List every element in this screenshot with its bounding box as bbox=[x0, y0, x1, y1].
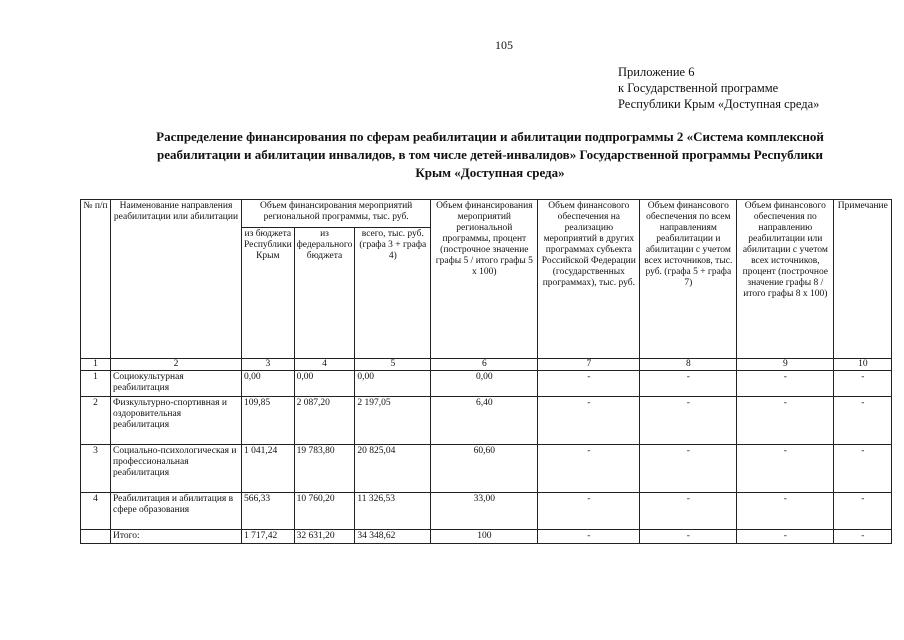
row-rk: 0,00 bbox=[242, 371, 295, 397]
row-name: Социокультурная реабилитация bbox=[111, 371, 242, 397]
row-rk: 566,33 bbox=[242, 493, 295, 530]
total-fed: 32 631,20 bbox=[294, 530, 355, 544]
row-col7: - bbox=[538, 445, 640, 493]
row-total: 20 825,04 bbox=[355, 445, 431, 493]
header-funding-group: Объем финансирования мероприятий региональной программы, тыс. руб. bbox=[242, 200, 431, 228]
row-rk: 1 041,24 bbox=[242, 445, 295, 493]
title-line-2: реабилитации и абилитации инвалидов, в том числе детей-инвалидов» Государственной программы Республики bbox=[156, 147, 824, 162]
title-line-1: Распределение финансирования по сферам реабилитации и абилитации подпрограммы 2 «Система комплексной bbox=[156, 129, 824, 144]
header-total: всего, тыс. руб. (графа 3 + графа 4) bbox=[355, 228, 431, 359]
header-note: Примечание bbox=[834, 200, 892, 359]
row-col9: - bbox=[737, 493, 834, 530]
row-col10: - bbox=[834, 493, 892, 530]
column-number: 1 bbox=[81, 359, 111, 371]
row-num: 1 bbox=[81, 371, 111, 397]
appendix-line-2: к Государственной программе bbox=[618, 81, 779, 95]
appendix-line-3: Республики Крым «Доступная среда» bbox=[618, 97, 820, 111]
row-fed: 2 087,20 bbox=[294, 397, 355, 445]
row-fed: 0,00 bbox=[294, 371, 355, 397]
total-col10: - bbox=[834, 530, 892, 544]
column-number: 4 bbox=[294, 359, 355, 371]
row-col8: - bbox=[640, 397, 737, 445]
row-percent: 33,00 bbox=[431, 493, 538, 530]
total-num bbox=[81, 530, 111, 544]
table-row bbox=[81, 371, 892, 397]
header-name: Наименование направления реабилитации или абилитации bbox=[111, 200, 242, 359]
row-total: 0,00 bbox=[355, 371, 431, 397]
column-number: 10 bbox=[834, 359, 892, 371]
header-all-sources-percent: Объем финансового обеспечения по направлению реабилитации или абилитации с учетом всех источников, процент (построчное значение графы 8 / итого графы 8 х 100) bbox=[737, 200, 834, 359]
table-row bbox=[81, 493, 892, 530]
row-col8: - bbox=[640, 371, 737, 397]
row-col8: - bbox=[640, 493, 737, 530]
header-all-sources: Объем финансового обеспечения по всем направлениям реабилитации и абилитации с учетом всех источников, тыс. руб. (графа 5 + графа 7) bbox=[640, 200, 737, 359]
header-num: № п/п bbox=[81, 200, 111, 359]
funding-table bbox=[80, 199, 892, 544]
column-number: 9 bbox=[737, 359, 834, 371]
title-line-3: Крым «Доступная среда» bbox=[415, 165, 565, 180]
row-col8: - bbox=[640, 445, 737, 493]
row-col10: - bbox=[834, 397, 892, 445]
row-percent: 0,00 bbox=[431, 371, 538, 397]
row-rk: 109,85 bbox=[242, 397, 295, 445]
column-number: 5 bbox=[355, 359, 431, 371]
row-col9: - bbox=[737, 445, 834, 493]
total-col8: - bbox=[640, 530, 737, 544]
column-number: 3 bbox=[242, 359, 295, 371]
row-col7: - bbox=[538, 493, 640, 530]
document-title bbox=[90, 128, 890, 182]
row-name: Реабилитация и абилитация в сфере образования bbox=[111, 493, 242, 530]
header-from-rk: из бюджета Республики Крым bbox=[242, 228, 295, 359]
total-total: 34 348,62 bbox=[355, 530, 431, 544]
row-name: Физкультурно-спортивная и оздоровительная реабилитация bbox=[111, 397, 242, 445]
row-name: Социально-психологическая и профессиональная реабилитация bbox=[111, 445, 242, 493]
total-col9: - bbox=[737, 530, 834, 544]
row-col10: - bbox=[834, 371, 892, 397]
row-percent: 60,60 bbox=[431, 445, 538, 493]
table-row bbox=[81, 445, 892, 493]
row-col9: - bbox=[737, 371, 834, 397]
column-number: 8 bbox=[640, 359, 737, 371]
page-number: 105 bbox=[495, 38, 513, 52]
header-volume-percent: Объем финансирования мероприятий региональной программы, процент (построчное значение графы 5 / итого графы 5 х 100) bbox=[431, 200, 538, 359]
row-fed: 10 760,20 bbox=[294, 493, 355, 530]
total-label: Итого: bbox=[111, 530, 242, 544]
appendix-note bbox=[618, 64, 819, 112]
row-fed: 19 783,80 bbox=[294, 445, 355, 493]
row-col9: - bbox=[737, 397, 834, 445]
table-total-row bbox=[81, 530, 892, 544]
total-rk: 1 717,42 bbox=[242, 530, 295, 544]
row-col10: - bbox=[834, 445, 892, 493]
header-from-fed: из федерального бюджета bbox=[294, 228, 355, 359]
column-number: 6 bbox=[431, 359, 538, 371]
table-row bbox=[81, 397, 892, 445]
row-percent: 6,40 bbox=[431, 397, 538, 445]
column-number: 7 bbox=[538, 359, 640, 371]
header-other-programs: Объем финансового обеспечения на реализацию мероприятий в других программах субъекта Российской Федерации (государственных программах), тыс. руб. bbox=[538, 200, 640, 359]
row-total: 11 326,53 bbox=[355, 493, 431, 530]
appendix-line-1: Приложение 6 bbox=[618, 65, 695, 79]
row-col7: - bbox=[538, 371, 640, 397]
column-number: 2 bbox=[111, 359, 242, 371]
row-num: 4 bbox=[81, 493, 111, 530]
row-total: 2 197,05 bbox=[355, 397, 431, 445]
row-num: 2 bbox=[81, 397, 111, 445]
row-num: 3 bbox=[81, 445, 111, 493]
total-percent: 100 bbox=[431, 530, 538, 544]
row-col7: - bbox=[538, 397, 640, 445]
total-col7: - bbox=[538, 530, 640, 544]
